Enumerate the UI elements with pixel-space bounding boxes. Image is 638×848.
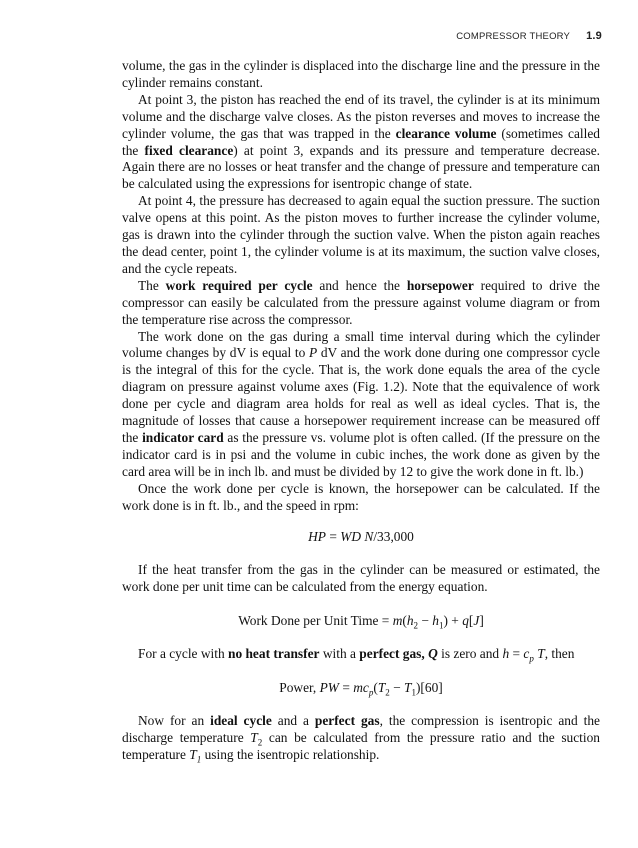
term-perfect-gas-2: perfect gas [314,713,380,729]
running-title: COMPRESSOR THEORY [456,31,571,42]
paragraph-4: The work required per cycle and hence the horsepower required to drive the compressor can easily be calculated from the pressure against volume diagram or from the temperature rise across the compressor. [122,277,600,327]
term-horsepower: horsepower [406,277,474,293]
term-perfect-gas: perfect gas, [359,646,425,662]
term-work-per-cycle: work required per cycle [165,277,313,293]
paragraph-2: At point 3, the piston has reached the end of its travel, the cylinder is at its minimum volume and the discharge valve closes. As the piston reverses and moves to increase the cylinder volume, the gas that was trapped in the clearance volume (sometimes called the fixed clearance) at point 3, expands and its pressure and temperature decrease. Again there are no losses or heat transfer and the change of pressure and temperature can be calculated using the expressions for isentropic change of state. [122,91,600,192]
term-ideal-cycle: ideal cycle [210,713,272,729]
paragraph-6: Once the work done per cycle is known, the horsepower can be calculated. If the work done is in ft. lb., and the speed in rpm: [122,480,600,513]
running-header [456,30,602,42]
equation-horsepower: HP = WD N/33,000 [308,529,414,545]
paragraph-5: The work done on the gas during a small time interval during which the cylinder volume changes by dV is equal to P dV and the work done during one compressor cycle is the integral of this for the cycle. That is, the work done equals the area of the cycle diagram on pressure against volume axes (Fig. 1.2). Note that the equivalence of work done per cycle and diagram area holds for real as well as ideal cycles. That is, the magnitude of losses that cause a horsepower requirement increase can be measured off the indicator card as the pressure vs. volume plot is often called. (If the pressure on the indicator card is in psi and the volume in cubic inches, the work done as given by the card area will be in inch lb. and must be divided by 12 to give the work done in ft. lb.) [122,328,601,479]
term-clearance-volume: clearance volume [395,125,497,141]
equation-power: Power, PW = $mc_p(T_2 - T_1)[60]$ [279,680,443,698]
paragraph-1: volume, the gas in the cylinder is displaced into the discharge line and the pressure in the cylinder remains constant. [122,58,600,90]
paragraph-8: For a cycle with no heat transfer with a perfect gas, Q is zero and $h = c_p$ T, then [138,646,575,664]
term-fixed-clearance: fixed clearance [144,142,234,158]
page-number: 1.9 [586,30,602,42]
equation-work-per-time: Work Done per Unit Time = $m(h_2 - h_1) + q[J]$ [238,613,484,631]
paragraph-9: Now for an ideal cycle and a perfect gas, the compression is isentropic and the discharge temperature $T_2$ can be calculated from the pressure ratio and the suction temperature $T_1$ using the isentropic relationship. [122,713,600,765]
paragraph-7: If the heat transfer from the gas in the cylinder can be measured or estimated, the work done per unit time can be calculated from the energy equation. [122,562,600,595]
term-no-heat-transfer: no heat transfer [228,646,320,662]
paragraph-3: At point 4, the pressure has decreased to again equal the suction pressure. The suction valve opens at this point. As the piston moves to further increase the cylinder volume, gas is drawn into the cylinder through the suction valve. When the piston again reaches the dead center, point 1, the cylinder volume is at its maximum, the suction valve closes, and the cycle repeats. [122,193,600,276]
term-indicator-card: indicator card [142,429,224,445]
body-text [122,58,600,764]
